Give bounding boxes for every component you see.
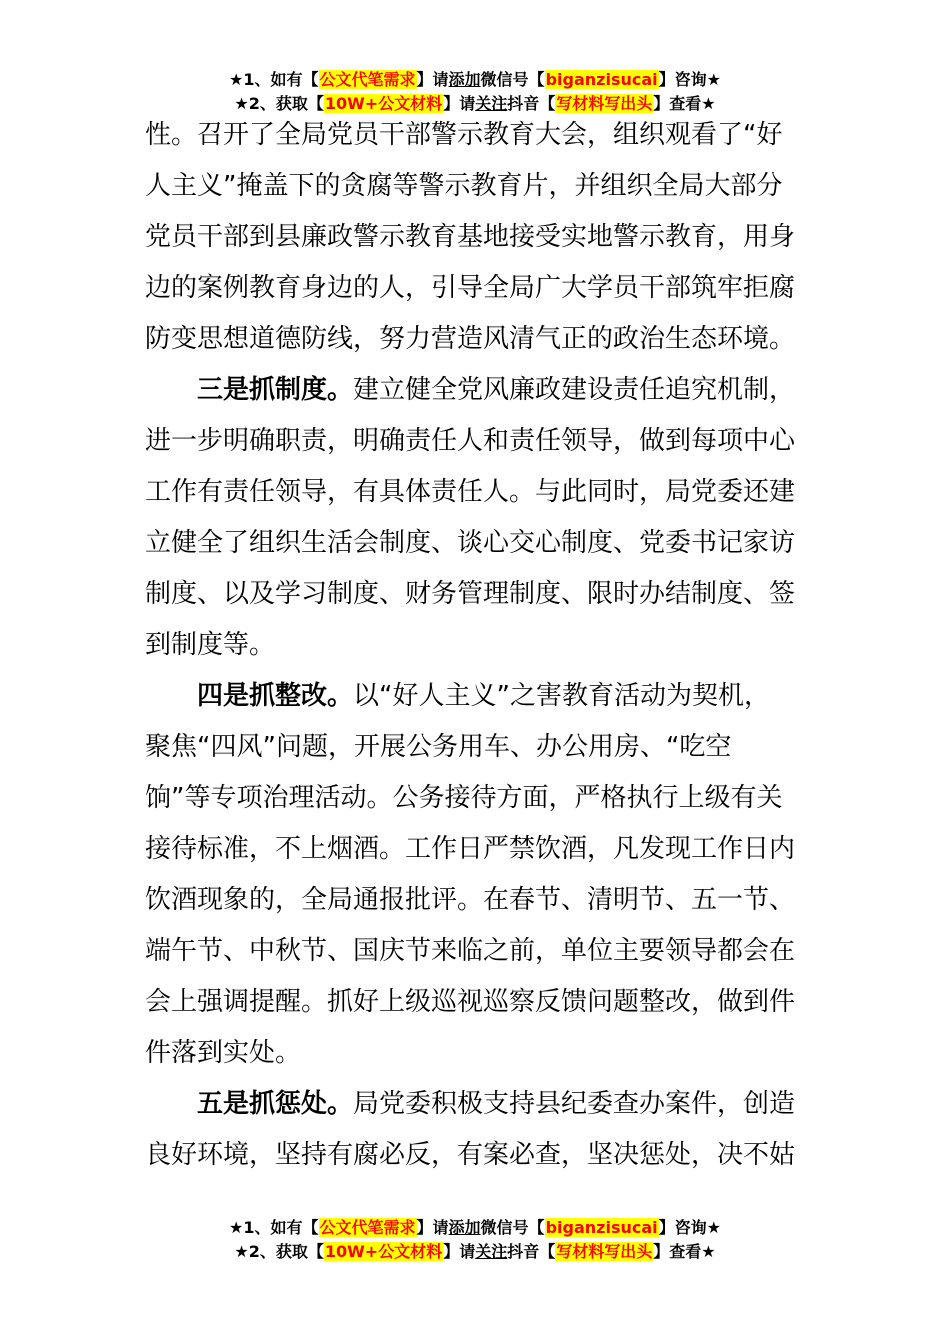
text-line: 立健全了组织生活会制度、谈心交心制度、党委书记家访 — [145, 528, 796, 558]
text-line — [145, 365, 805, 416]
banner-highlight: 公文代笔需求 — [319, 1218, 416, 1237]
text-line: 制度、以及学习制度、财务管理制度、限时办结制度、签 — [145, 579, 796, 609]
text-line: 端午节、中秋节、国庆节来临之前，单位主要领导都会在 — [145, 936, 796, 966]
text-line: 良好环境，坚持有腐必反，有案必查，坚决惩处，决不姑 — [145, 1140, 796, 1170]
text-line: 到制度等。 — [145, 630, 276, 660]
banner-text: ★2、获取【 — [234, 94, 324, 113]
text-run: 建立健全党风廉政建设责任追究机制， — [353, 375, 796, 405]
banner-text: 抖音【 — [507, 1242, 556, 1261]
banner-text: 】请 — [416, 70, 449, 89]
text-line: 边的案例教育身边的人，引导全局广大学员干部筑牢拒腐 — [145, 273, 796, 303]
banner-highlight: biganzisucai — [545, 70, 658, 89]
text-line: 工作有责任领导，有具体责任人。与此同时，局党委还建 — [145, 477, 796, 507]
banner-highlight: 公文代笔需求 — [319, 70, 416, 89]
banner-text: ★1、如有【 — [229, 70, 319, 89]
banner-text: 】查看★ — [653, 94, 716, 113]
banner-text: 微信号【 — [480, 1218, 545, 1237]
document-body — [145, 110, 805, 1181]
banner-underlined: 关注 — [475, 94, 508, 113]
text-line: 人主义”掩盖下的贪腐等警示教育片，并组织全局大部分 — [145, 171, 783, 201]
text-line: 件落到实处。 — [145, 1038, 302, 1068]
text-line: 进一步明确职责，明确责任人和责任领导，做到每项中心 — [145, 426, 796, 456]
banner-underlined: 添加 — [448, 1218, 481, 1237]
banner-line-1 — [0, 68, 950, 92]
banner-text: 】咨询★ — [658, 1218, 721, 1237]
text-run: 以“好人主义”之害教育活动为契机， — [353, 681, 770, 711]
banner-text: ★1、如有【 — [229, 1218, 319, 1237]
banner-text: 】请 — [443, 1242, 476, 1261]
banner-line-2 — [0, 1240, 950, 1264]
bottom-banner — [0, 1216, 950, 1264]
banner-highlight: 写材料写出头 — [556, 1242, 653, 1261]
banner-text: 微信号【 — [480, 70, 545, 89]
banner-underlined: 关注 — [475, 1242, 508, 1261]
banner-line-1 — [0, 1216, 950, 1240]
text-line: 饮酒现象的，全局通报批评。在春节、清明节、五一节、 — [145, 885, 796, 915]
text-line: 饷”等专项治理活动。公务接待方面，严格执行上级有关 — [145, 783, 783, 813]
section-heading: 四是抓整改。 — [197, 681, 354, 711]
banner-highlight: 写材料写出头 — [556, 94, 653, 113]
banner-text: 】请 — [443, 94, 476, 113]
banner-text: 抖音【 — [507, 94, 556, 113]
banner-underlined: 添加 — [448, 70, 481, 89]
text-line: 会上强调提醒。抓好上级巡视巡察反馈问题整改，做到件 — [145, 987, 796, 1017]
banner-highlight: biganzisucai — [545, 1218, 658, 1237]
text-line — [145, 1079, 805, 1130]
banner-text: 】请 — [416, 1218, 449, 1237]
banner-highlight: 10W+公文材料 — [324, 1242, 443, 1261]
text-line: 防变思想道德防线，努力营造风清气正的政治生态环境。 — [145, 324, 796, 354]
text-line: 聚焦“四风”问题，开展公务用车、办公用房、“吃空 — [145, 732, 732, 762]
banner-text: ★2、获取【 — [234, 1242, 324, 1261]
text-run: 局党委积极支持县纪委查办案件，创造 — [353, 1089, 796, 1119]
banner-text: 】查看★ — [653, 1242, 716, 1261]
banner-text: 】咨询★ — [658, 70, 721, 89]
text-line — [145, 671, 805, 722]
section-heading: 五是抓惩处。 — [197, 1089, 354, 1119]
text-line: 接待标准，不上烟酒。工作日严禁饮酒，凡发现工作日内 — [145, 834, 796, 864]
top-banner — [0, 68, 950, 116]
banner-highlight: 10W+公文材料 — [324, 94, 443, 113]
section-heading: 三是抓制度。 — [197, 375, 354, 405]
text-line: 性。召开了全局党员干部警示教育大会，组织观看了“好 — [145, 120, 783, 150]
text-line: 党员干部到县廉政警示教育基地接受实地警示教育，用身 — [145, 222, 796, 252]
